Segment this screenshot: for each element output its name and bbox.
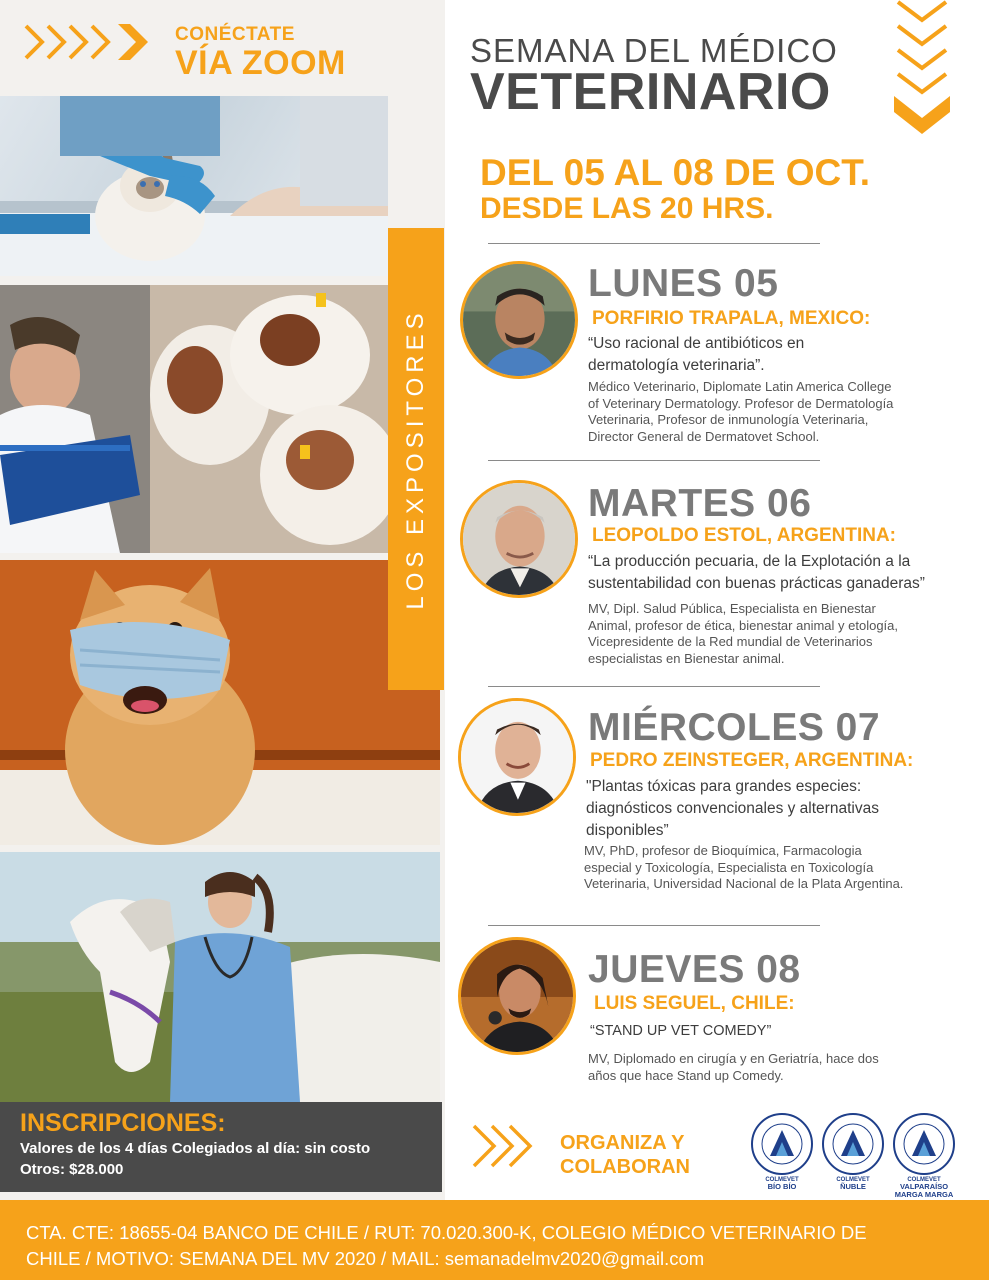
colmevet-seal-icon <box>750 1112 814 1176</box>
organiza-label: ORGANIZA Y <box>560 1132 685 1154</box>
day-label: LUNES 05 <box>588 262 779 305</box>
inscripciones-fee-members: Valores de los 4 días Colegiados al día: sin costo <box>20 1140 371 1157</box>
chevron-right-icon <box>22 20 162 64</box>
divider <box>488 686 820 687</box>
chevron-right-icon <box>470 1122 550 1170</box>
event-dates: DEL 05 AL 08 DE OCT. <box>480 152 870 193</box>
zoom-platform-label: VÍA ZOOM <box>175 44 346 82</box>
zoom-connect-label: CONÉCTATE <box>175 24 295 45</box>
speaker-photo-trapala <box>460 261 578 379</box>
event-title-line1: SEMANA DEL MÉDICO <box>470 32 838 69</box>
cows-photo <box>0 285 388 553</box>
dog-mask-photo <box>0 560 440 845</box>
day-label: MARTES 06 <box>588 482 812 525</box>
talk-title: “STAND UP VET COMEDY” <box>590 1023 772 1039</box>
speaker-photo-zeinsteger <box>458 698 576 816</box>
inscripciones-box <box>0 1102 442 1192</box>
talk-title: “La producción pecuaria, de la Explotación a la sustentabilidad con buenas prácticas ganaderas” <box>588 553 925 592</box>
logo-colmevet-nuble: COLMEVET ÑUBLE <box>821 1112 885 1202</box>
colmevet-seal-icon <box>821 1112 885 1176</box>
cat-exam-photo <box>0 96 388 276</box>
speaker-name: LUIS SEGUEL, CHILE: <box>594 993 795 1014</box>
speaker-bio: Médico Veterinario, Diplomate Latin America College of Veterinary Dermatology. Profesor de Dermatología Veterinaria, Profesor de inmunología Veterinaria, Director General de Dermatovet School. <box>588 379 894 444</box>
speaker-photo-seguel <box>458 937 576 1055</box>
horse-vet-photo <box>0 852 440 1102</box>
footer-line: CTA. CTE: 18655-04 BANCO DE CHILE / RUT: 70.020.300-K, COLEGIO MÉDICO VETERINARIO DE <box>26 1222 867 1243</box>
logo-colmevet-biobio: COLMEVET BÍO BÍO <box>750 1112 814 1202</box>
footer-text <box>26 1220 963 1272</box>
day-label: JUEVES 08 <box>588 948 801 991</box>
speaker-name: PORFIRIO TRAPALA, MEXICO: <box>592 308 871 329</box>
event-time: DESDE LAS 20 HRS. <box>480 192 774 225</box>
footer-line: CHILE / MOTIVO: SEMANA DEL MV 2020 / MAIL: semanadelmv2020@gmail.com <box>26 1248 705 1269</box>
speaker-bio: MV, Dipl. Salud Pública, Especialista en Bienestar Animal, profesor de ética, bienestar animal y etología, Vicepresidente de la Red mundial de Veterinarios especialistas en Bienestar animal. <box>588 601 899 666</box>
inscripciones-fee-others: Otros: $28.000 <box>20 1161 124 1178</box>
colaboran-label: COLABORAN <box>560 1156 690 1178</box>
colmevet-seal-icon <box>892 1112 956 1176</box>
talk-title: “Uso racional de antibióticos en dermatología veterinaria”. <box>588 335 805 374</box>
inscripciones-title: INSCRIPCIONES: <box>20 1109 226 1137</box>
footer-bar <box>0 1200 989 1280</box>
logo-colmevet-valparaiso: COLMEVET VALPARAÍSO MARGA MARGA <box>892 1112 956 1202</box>
event-title-line2: VETERINARIO <box>470 63 831 121</box>
expositores-banner <box>388 228 444 690</box>
speaker-bio: MV, Diplomado en cirugía y en Geriatría, hace dos años que hace Stand up Comedy. <box>588 1051 879 1083</box>
speaker-name: LEOPOLDO ESTOL, ARGENTINA: <box>592 525 897 546</box>
chevron-down-icon <box>890 0 954 140</box>
talk-title: "Plantas tóxicas para grandes especies: diagnósticos convencionales y alternativas disponibles” <box>586 778 879 839</box>
day-label: MIÉRCOLES 07 <box>588 706 881 749</box>
expositores-label: LOS EXPOSITORES <box>402 308 429 610</box>
speaker-name: PEDRO ZEINSTEGER, ARGENTINA: <box>590 750 914 771</box>
speaker-photo-estol <box>460 480 578 598</box>
divider <box>488 243 820 244</box>
divider <box>488 460 820 461</box>
divider <box>488 925 820 926</box>
speaker-bio: MV, PhD, profesor de Bioquímica, Farmacologia especial y Toxicología, Especialista en Toxicología Veterinaria, Universidad Nacional de la Plata Argentina. <box>584 843 904 891</box>
